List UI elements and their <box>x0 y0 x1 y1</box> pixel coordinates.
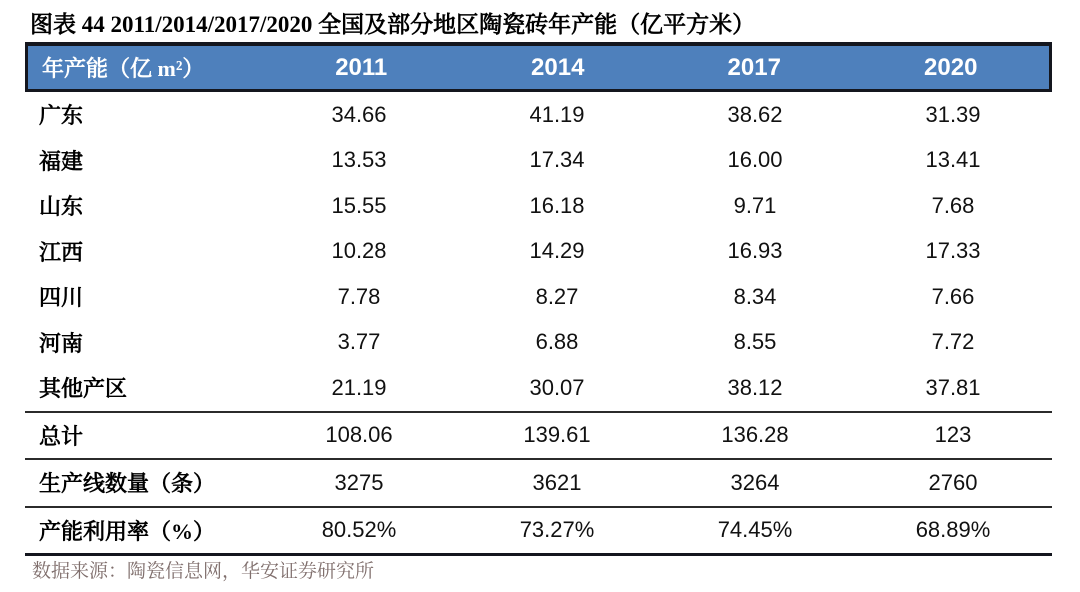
cell-value: 2760 <box>928 469 978 495</box>
cell-value: 7.66 <box>931 283 975 309</box>
row-label: 山东 <box>39 194 84 220</box>
table-row <box>25 458 1052 506</box>
table-row <box>25 506 1052 554</box>
table-row <box>25 229 1052 275</box>
cell-value: 6.88 <box>535 329 579 355</box>
cell-value: 17.33 <box>925 238 981 264</box>
cell-value: 13.41 <box>925 147 981 173</box>
figure-title: 图表 44 2011/2014/2017/2020 全国及部分地区陶瓷砖年产能（亿平方米） <box>30 12 756 37</box>
row-label: 总计 <box>39 423 84 449</box>
cell-value: 8.27 <box>535 283 579 309</box>
table-row <box>25 183 1052 229</box>
cell-value: 73.27% <box>519 517 595 543</box>
cell-value: 3264 <box>730 469 780 495</box>
cell-value: 3.77 <box>337 329 381 355</box>
table-row <box>25 320 1052 366</box>
cell-value: 10.28 <box>331 238 387 264</box>
cell-value: 15.55 <box>331 192 387 218</box>
table-header-row <box>25 42 1052 92</box>
row-label: 河南 <box>39 330 84 356</box>
cell-value: 74.45% <box>717 517 793 543</box>
cell-value: 68.89% <box>915 517 991 543</box>
table-row <box>25 274 1052 320</box>
table-row <box>25 365 1052 411</box>
table-body <box>25 92 1052 556</box>
cell-value: 17.34 <box>529 147 585 173</box>
cell-value: 123 <box>934 422 972 448</box>
cell-value: 16.93 <box>727 238 783 264</box>
cell-value: 3621 <box>532 469 582 495</box>
header-year: 2014 <box>531 53 585 81</box>
cell-value: 21.19 <box>331 374 387 400</box>
row-label: 四川 <box>39 285 84 311</box>
cell-value: 9.71 <box>733 192 777 218</box>
cell-value: 8.55 <box>733 329 777 355</box>
cell-value: 16.00 <box>727 147 783 173</box>
header-unit-label: 年产能（亿 m²） <box>42 56 205 81</box>
cell-value: 139.61 <box>523 422 591 448</box>
capacity-table <box>25 42 1052 556</box>
cell-value: 38.62 <box>727 101 783 127</box>
cell-value: 16.18 <box>529 192 585 218</box>
cell-value: 30.07 <box>529 374 585 400</box>
cell-value: 37.81 <box>925 374 981 400</box>
cell-value: 8.34 <box>733 283 777 309</box>
cell-value: 34.66 <box>331 101 387 127</box>
row-label: 生产线数量（条） <box>39 471 216 497</box>
cell-value: 13.53 <box>331 147 387 173</box>
cell-value: 7.78 <box>337 283 381 309</box>
cell-value: 108.06 <box>325 422 393 448</box>
table-row <box>25 138 1052 184</box>
row-label: 产能利用率（%） <box>39 518 216 544</box>
cell-value: 3275 <box>334 469 384 495</box>
row-label: 其他产区 <box>39 376 128 402</box>
header-year: 2011 <box>335 53 388 81</box>
header-year: 2020 <box>924 53 978 81</box>
cell-value: 41.19 <box>529 101 585 127</box>
row-label: 江西 <box>39 239 84 265</box>
cell-value: 31.39 <box>925 101 981 127</box>
cell-value: 136.28 <box>721 422 789 448</box>
cell-value: 14.29 <box>529 238 585 264</box>
row-label: 福建 <box>39 148 84 174</box>
cell-value: 38.12 <box>727 374 783 400</box>
cell-value: 7.72 <box>931 329 975 355</box>
table-row <box>25 411 1052 459</box>
table-row <box>25 92 1052 138</box>
header-year: 2017 <box>727 53 781 81</box>
cell-value: 80.52% <box>321 517 397 543</box>
cell-value: 7.68 <box>931 192 975 218</box>
row-label: 广东 <box>39 103 84 129</box>
data-source: 数据来源：陶瓷信息网，华安证券研究所 <box>32 561 375 582</box>
